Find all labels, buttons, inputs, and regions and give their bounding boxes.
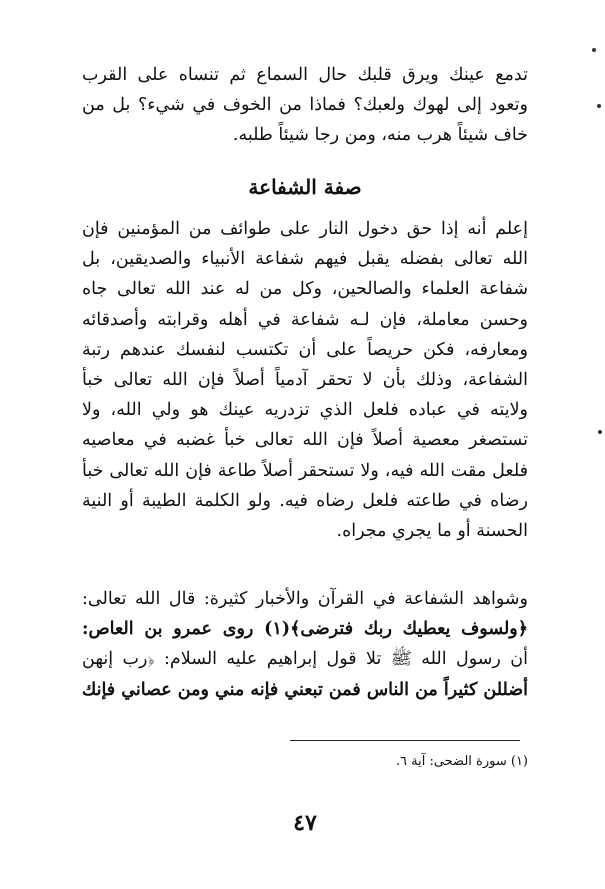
text-line: وحسن معاملة، فإن لـه شفاعة في أهله وقرابته وأصدقائه (82, 309, 528, 330)
footnote-divider (290, 740, 520, 741)
text-line: رضاه في طاعته فلعل رضاه فيه. ولو الكلمة الطيبة أو النية (82, 490, 528, 511)
text-line: وتعود إلى لهوك ولعبك؟ فماذا من الخوف في شيء؟ بل من (82, 95, 528, 116)
footnote: (١) سورة الضحى: آية ٦. (395, 754, 528, 769)
text-line: أن رسول الله ﷺ تلا قول إبراهيم عليه السلام: ﴿رب إنهن (82, 649, 528, 670)
margin-dot (597, 104, 601, 108)
text-line: خاف شيئاً هرب منه، ومن رجا شيئاً طلبه. (232, 125, 528, 146)
text-line: ولايته في عباده فلعل الذي تزدريه عينك هو ولي الله، ولا (82, 400, 528, 421)
text-line: أضللن كثيراً من الناس فمن تبعني فإنه مني ومن عصاني فإنك (82, 679, 528, 700)
paragraph-3 (82, 584, 528, 705)
text-line: الحسنة أو ما يجري مجراه. (336, 521, 528, 542)
text-line: فلعل مقت الله فيه، ولا تستحقر أصلاً طاعة فإن الله تعالى خبأ (82, 460, 528, 481)
text-line: ﴿ولسوف يعطيك ربك فترضى﴾(١) روى عمرو بن العاص: (82, 619, 528, 640)
text-line: تستصغر معصية أصلاً فإن الله تعالى خبأ غضبه في معاصيه (82, 430, 528, 451)
paragraph-2 (82, 214, 528, 546)
text-line: الشفاعة، وذلك بأن لا تحقر آدمياً أصلاً فإن الله تعالى خبأ (82, 370, 528, 391)
margin-dot (592, 48, 596, 52)
text-line: إعلم أنه إذا حق دخول النار على طوائف من المؤمنين فإن (82, 219, 528, 239)
text-line: تدمع عينك ويرق قلبك حال السماع ثم تنساه على القرب (82, 65, 528, 85)
paragraph-1 (82, 60, 528, 151)
margin-dot (598, 430, 602, 434)
text-line: وشواهد الشفاعة في القرآن والأخبار كثيرة: قال الله تعالى: (82, 589, 528, 609)
section-heading: صفة الشفاعة (248, 175, 362, 199)
text-line: شفاعة العلماء والصالحين، وكل من له عند الله تعالى جاه (82, 279, 528, 300)
text-line: الله تعالى بفضله يقبل فيهم شفاعة الأنبياء والصديقين، بل (82, 249, 528, 270)
page-number: ٤٧ (293, 810, 317, 836)
text-line: ومعارفه، فكن حريصاً على أن تكتسب لنفسك عندهم رتبة (82, 339, 528, 360)
